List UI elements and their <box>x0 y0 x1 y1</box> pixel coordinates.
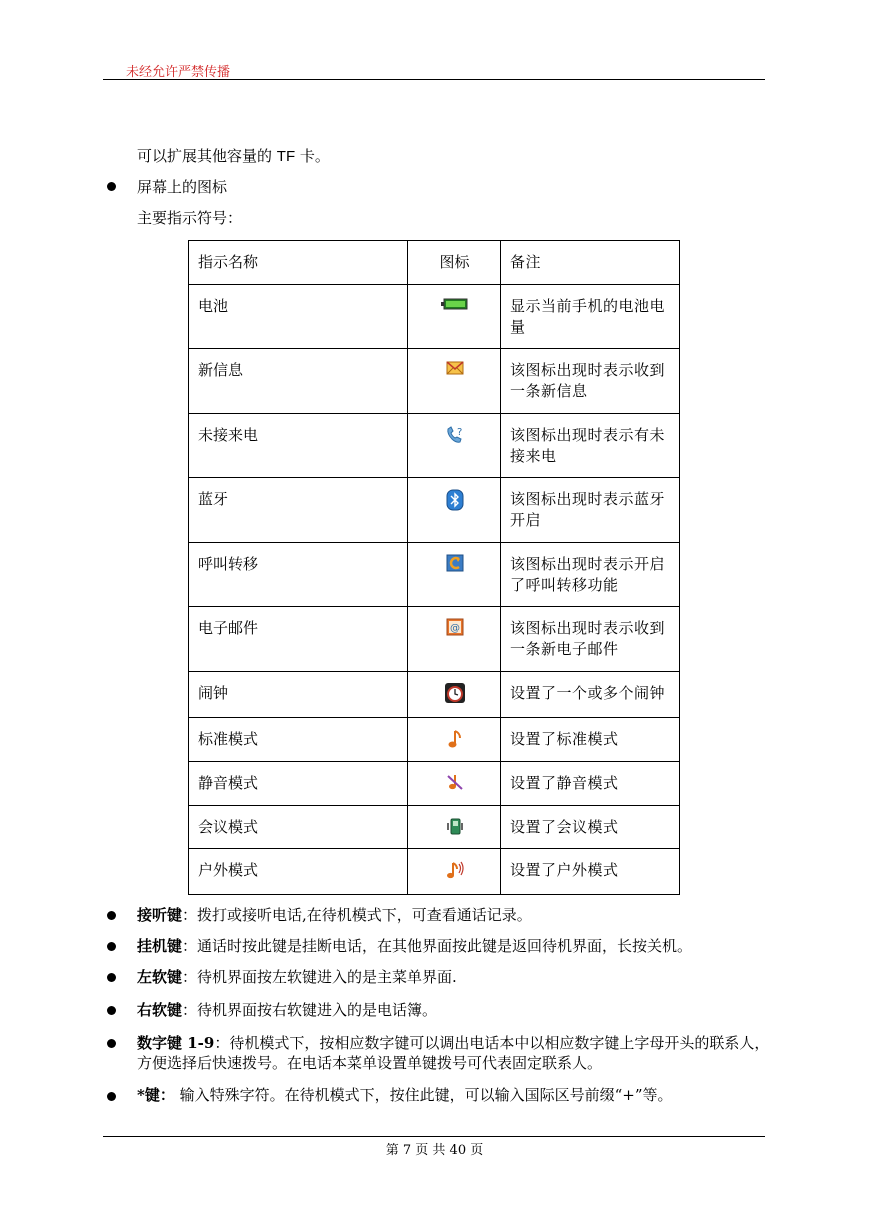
email-icon <box>446 618 464 642</box>
table-row <box>189 349 680 414</box>
row-icon-cell <box>408 806 501 849</box>
row-icon-cell <box>408 718 501 762</box>
table-row <box>189 543 680 607</box>
list-item <box>137 936 777 956</box>
key-label: 左软键 <box>137 968 183 986</box>
row-note: 该图标出现时表示收到一条新信息 <box>501 349 680 414</box>
call-forward-icon <box>446 554 464 578</box>
row-name: 静音模式 <box>189 762 408 806</box>
footer-divider <box>103 1136 765 1137</box>
key-label: 右软键 <box>137 1001 183 1019</box>
row-name: 电子邮件 <box>189 607 408 672</box>
row-name: 户外模式 <box>189 849 408 895</box>
row-icon-cell <box>408 543 501 607</box>
key-text: ：拨打或接听电话,在待机模式下，可查看通话记录。 <box>182 906 532 924</box>
row-name: 蓝牙 <box>189 478 408 543</box>
header-watermark: 未经允许严禁传播 <box>126 65 231 80</box>
bullet-icon <box>107 1092 116 1101</box>
bullet-icon <box>107 1006 116 1015</box>
row-icon-cell <box>408 849 501 895</box>
key-label: 数字键 1-9 <box>137 1034 215 1052</box>
list-item <box>137 1033 777 1073</box>
alarm-clock-icon <box>445 683 465 709</box>
row-note: 设置了一个或多个闹钟 <box>501 672 680 718</box>
row-icon-cell <box>408 414 501 478</box>
intro-text-end: 卡。 <box>295 147 330 165</box>
key-label: *键： <box>137 1086 175 1104</box>
bullet-icon <box>107 1039 116 1048</box>
missed-call-icon <box>445 425 465 451</box>
key-text: ：待机界面按左软键进入的是主菜单界面. <box>182 968 457 986</box>
bullet-icon <box>107 182 116 191</box>
row-note: 该图标出现时表示有未接来电 <box>501 414 680 478</box>
row-note: 设置了户外模式 <box>501 849 680 895</box>
row-name: 闹钟 <box>189 672 408 718</box>
bullet-icon <box>107 911 116 920</box>
row-note: 该图标出现时表示收到一条新电子邮件 <box>501 607 680 672</box>
table-header-row <box>189 241 680 285</box>
table-row <box>189 414 680 478</box>
header-divider <box>103 79 765 80</box>
row-icon-cell <box>408 349 501 414</box>
outdoor-icon <box>445 860 465 886</box>
page-number: 第 7 页 共 40 页 <box>385 1143 484 1158</box>
table-row <box>189 849 680 895</box>
row-name: 电池 <box>189 285 408 349</box>
list-item <box>137 1000 777 1020</box>
battery-icon <box>441 296 469 317</box>
bluetooth-icon <box>446 489 464 517</box>
table-row <box>189 718 680 762</box>
list-item <box>137 967 777 987</box>
bullet-icon <box>107 973 116 982</box>
intro-line <box>137 146 330 167</box>
row-name: 新信息 <box>189 349 408 414</box>
row-note: 该图标出现时表示蓝牙开启 <box>501 478 680 543</box>
key-text: ：待机界面按右软键进入的是电话簿。 <box>182 1001 438 1019</box>
table-row <box>189 672 680 718</box>
row-note: 设置了标准模式 <box>501 718 680 762</box>
svg-text:@: @ <box>449 623 460 634</box>
row-note: 设置了静音模式 <box>501 762 680 806</box>
row-name: 呼叫转移 <box>189 543 408 607</box>
row-icon-cell <box>408 478 501 543</box>
svg-text:?: ? <box>456 427 462 438</box>
key-text: ：通话时按此键是挂断电话，在其他界面按此键是返回待机界面，长按关机。 <box>182 937 693 955</box>
row-note: 显示当前手机的电池电量 <box>501 285 680 349</box>
key-text: ：待机模式下，按相应数字键可以调出电话本中以相应数字键上字母开头的联系人，方便选择后快速拨号。在电话本菜单设置单键拨号可代表固定联系人。 <box>137 1034 770 1072</box>
tf-card-label: TF <box>276 148 296 165</box>
music-note-icon <box>447 729 463 755</box>
row-name: 会议模式 <box>189 806 408 849</box>
table-row <box>189 285 680 349</box>
list-item <box>137 1085 777 1105</box>
row-note: 该图标出现时表示开启了呼叫转移功能 <box>501 543 680 607</box>
indicator-table <box>188 240 680 895</box>
row-note: 设置了会议模式 <box>501 806 680 849</box>
table-row <box>189 607 680 672</box>
envelope-icon <box>446 360 464 381</box>
row-icon-cell <box>408 762 501 806</box>
intro-text: 可以扩展其他容量的 <box>137 147 277 165</box>
header-icon: 图标 <box>408 241 501 285</box>
bullet-icon <box>107 942 116 951</box>
section-title: 屏幕上的图标 <box>137 178 228 196</box>
header-name: 指示名称 <box>189 241 408 285</box>
table-row <box>189 806 680 849</box>
key-label: 挂机键 <box>137 937 183 955</box>
row-name: 未接来电 <box>189 414 408 478</box>
header-note: 备注 <box>501 241 680 285</box>
list-item <box>137 905 777 925</box>
meeting-vibrate-icon <box>446 817 464 843</box>
key-text: 输入特殊字符。在待机模式下，按住此键，可以输入国际区号前缀“+”等。 <box>174 1086 673 1104</box>
section-subtitle: 主要指示符号： <box>137 209 243 227</box>
table-row <box>189 478 680 543</box>
row-icon-cell <box>408 285 501 349</box>
row-name: 标准模式 <box>189 718 408 762</box>
mute-icon <box>446 773 464 797</box>
row-icon-cell <box>408 607 501 672</box>
key-label: 接听键 <box>137 906 183 924</box>
row-icon-cell <box>408 672 501 718</box>
table-row <box>189 762 680 806</box>
